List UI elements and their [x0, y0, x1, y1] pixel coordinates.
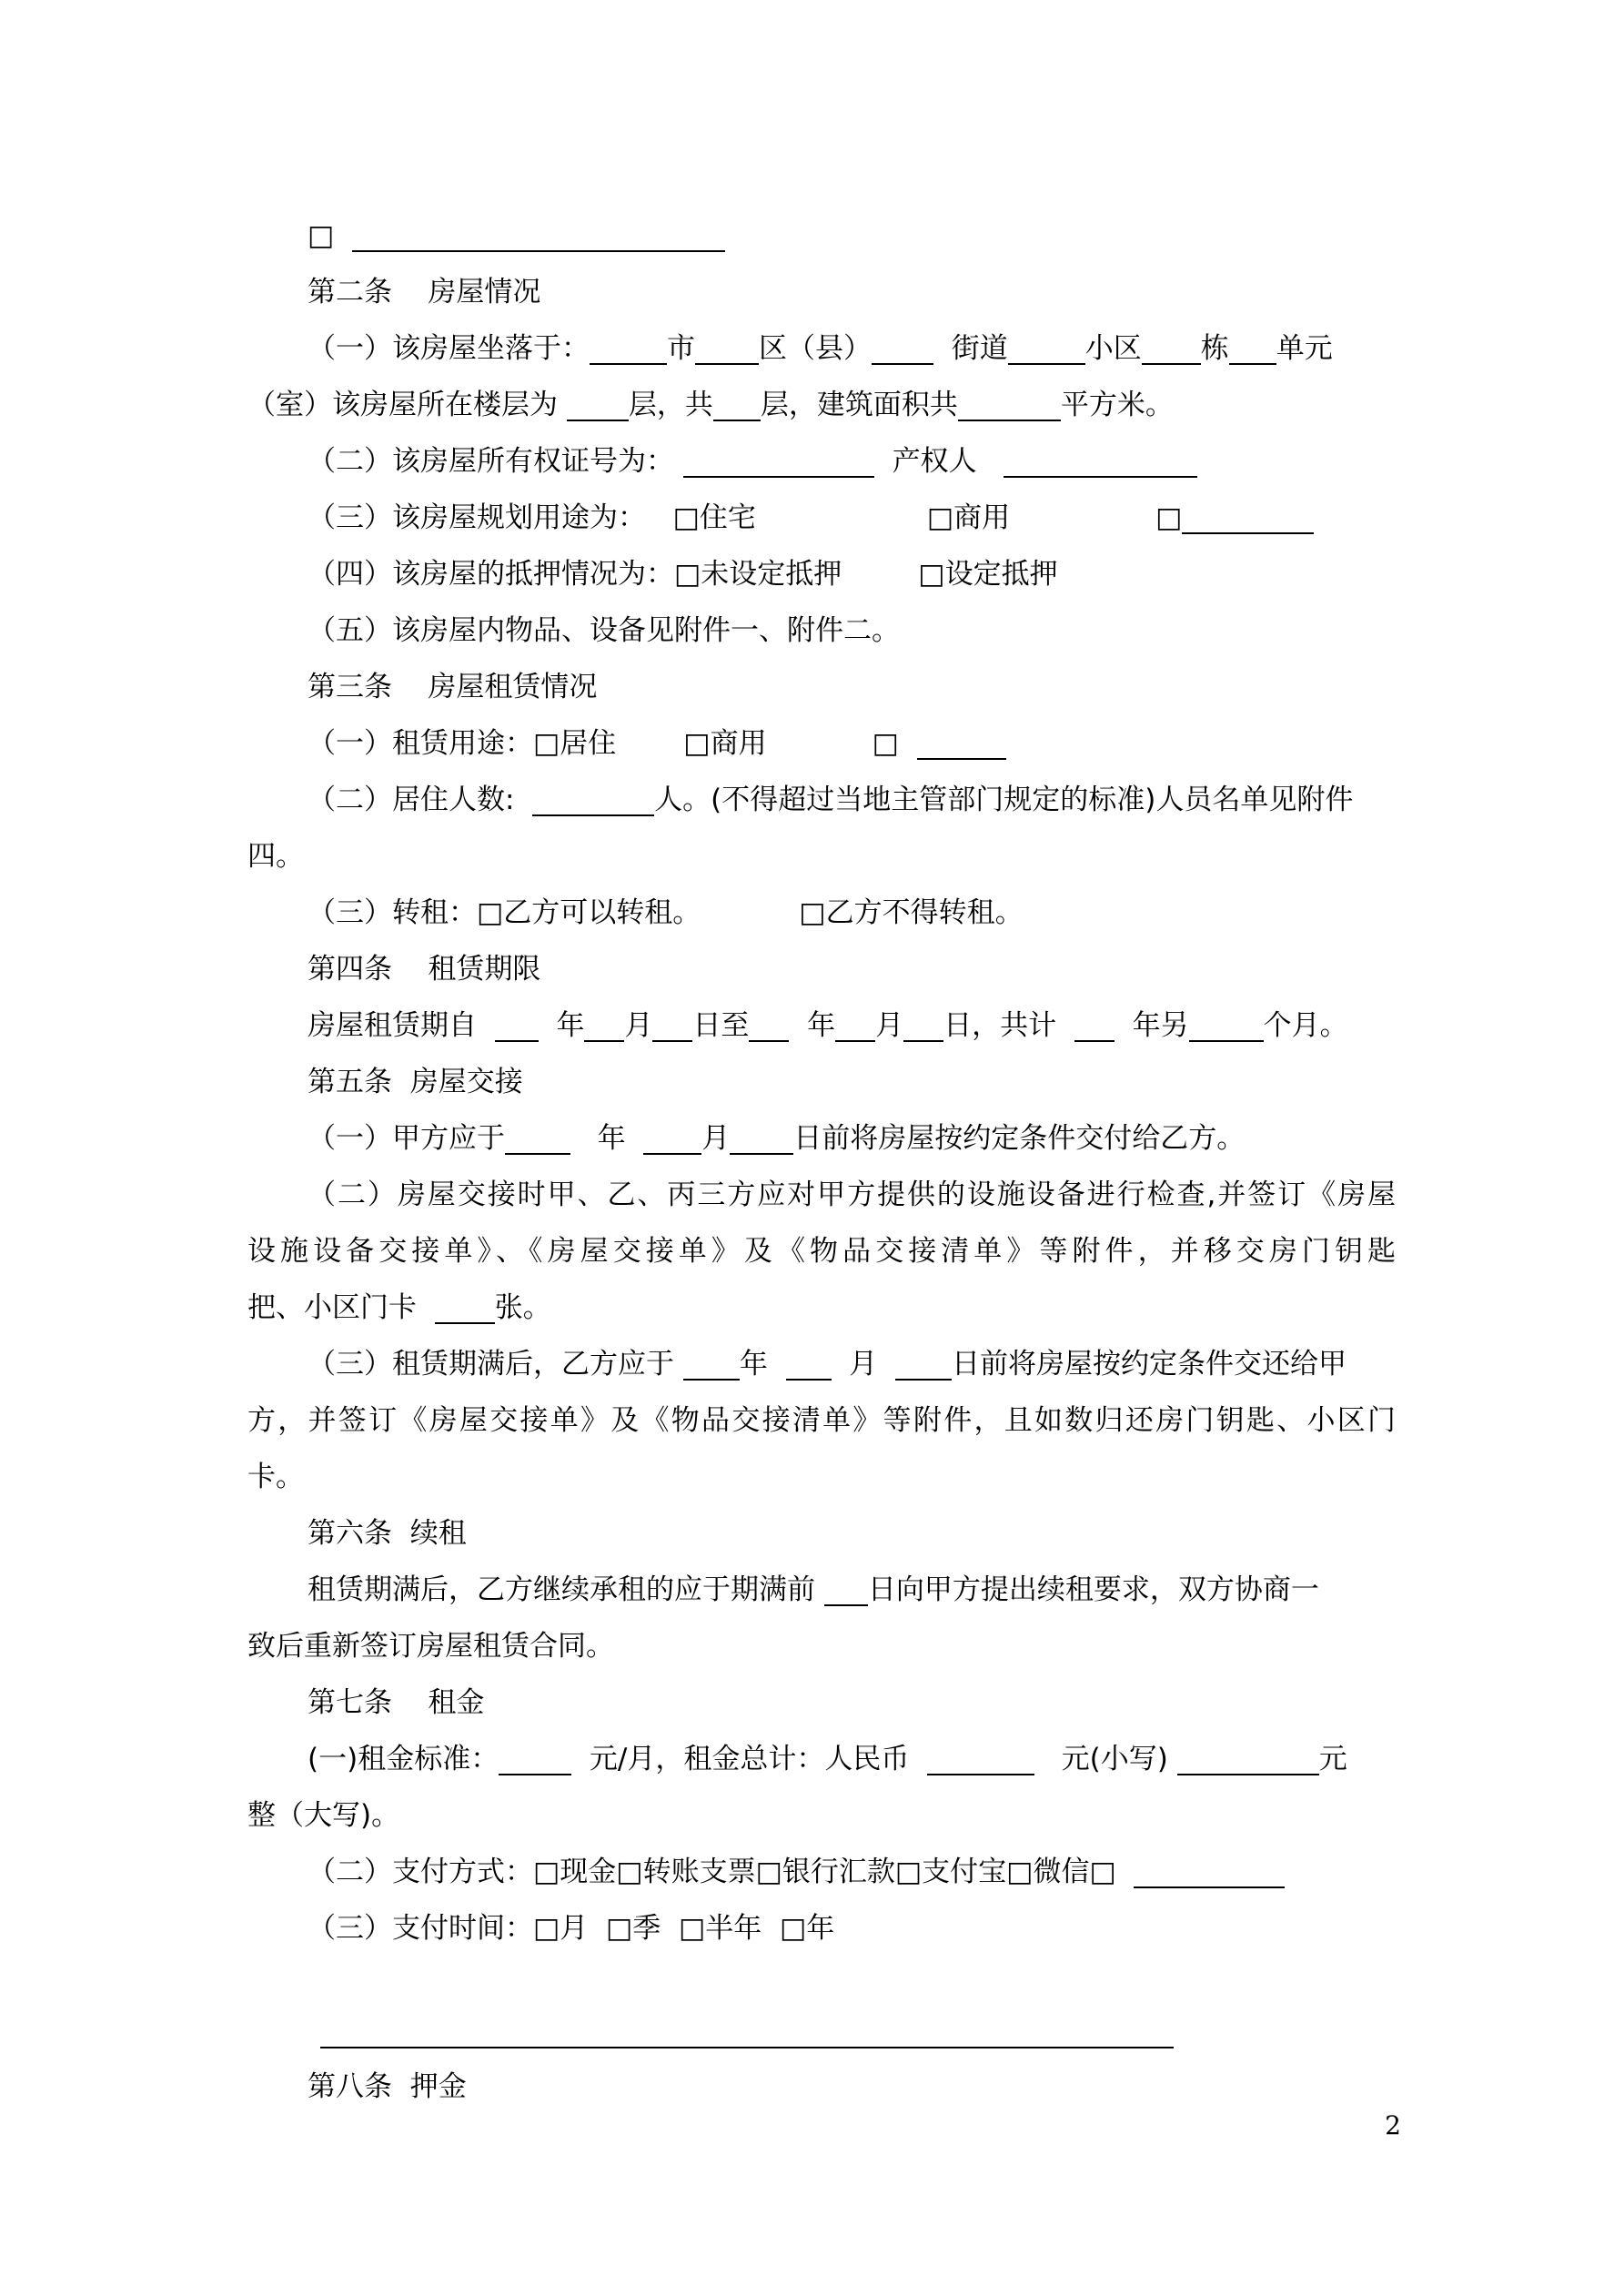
renewal-line-cont: 致后重新签订房屋租赁合同。 — [247, 1630, 614, 1663]
mortgage-status-line: （四）该房屋的抵押情况为：□未设定抵押 □设定抵押 — [308, 558, 1058, 591]
article-8-heading: 第八条 押金 — [308, 2070, 467, 2103]
sublease-line: （三）转租：□乙方可以转租。 □乙方不得转租。 — [308, 896, 1024, 929]
checkbox-residential: □住宅 — [672, 501, 756, 534]
payment-time-line: （三）支付时间：□月 □季 □半年 □年 — [308, 1912, 835, 1945]
occupants-line: （二）居住人数: 人。(不得超过当地主管部门规定的标准)人员名单见附件 — [308, 784, 1354, 816]
return-date-line: （三）租赁期满后，乙方应于 年 月 日前将房屋按约定条件交还给甲 — [308, 1348, 1347, 1381]
article-4-heading: 第四条 租赁期限 — [308, 953, 541, 986]
checkbox-other: □ — [1155, 501, 1183, 534]
article-2-heading: 第二条 房屋情况 — [308, 276, 541, 308]
payment-method-line: （二）支付方式：□现金□转账支票□银行汇款□支付宝□微信□ — [247, 1844, 1396, 1900]
handover-inspection-line-cont: 设施设备交接单》、《房屋交接单》及《物品交接清单》等附件，并移交房门钥匙 — [247, 1235, 1396, 1268]
article-5-heading: 第五条 房屋交接 — [308, 1066, 523, 1098]
lease-purpose-line: （一）租赁用途：□居住 □商用 □ — [247, 715, 1396, 772]
article-3-heading: 第三条 房屋租赁情况 — [308, 671, 598, 703]
planned-use-line: （三）该房屋规划用途为： □住宅 □商用 □ — [247, 490, 1396, 546]
handover-inspection-line: （二）房屋交接时甲、乙、丙三方应对甲方提供的设施设备进行检查,并签订《房屋 — [308, 1178, 1396, 1211]
lease-term-line: 房屋租赁期自 年 月 日至 年 月 日，共计 年另 个月。 — [308, 1009, 1348, 1042]
renewal-line: 租赁期满后，乙方继续承租的应于期满前 日向甲方提出续租要求，双方协商一 — [308, 1573, 1319, 1606]
article-6-heading: 第六条 续租 — [308, 1517, 467, 1550]
blank-rule — [320, 2047, 1174, 2048]
handover-date-line: （一）甲方应于 年 月 日前将房屋按约定条件交付给乙方。 — [308, 1122, 1246, 1155]
key-card-line: 把、小区门卡 张。 — [247, 1291, 551, 1324]
page-number: 2 — [1385, 2110, 1401, 2140]
return-date-line-cont: 方，并签订《房屋交接单》及《物品交接清单》等附件，且如数归还房门钥匙、小区门 — [247, 1404, 1396, 1437]
checkbox-commercial: □商用 — [926, 501, 1011, 534]
return-date-line-end: 卡。 — [247, 1461, 304, 1493]
rent-standard-line-cont: 整（大写)。 — [247, 1799, 400, 1832]
fill-blank — [352, 219, 725, 252]
appliances-line: （五）该房屋内物品、设备见附件一、附件二。 — [308, 614, 900, 647]
occupants-line-cont: 四。 — [247, 840, 304, 873]
floor-area-line: （室）该房屋所在楼层为 层，共 层，建筑面积共 平方米。 — [247, 389, 1174, 421]
ownership-certificate-line: （二）该房屋所有权证号为： 产权人 — [247, 433, 1396, 490]
article-7-heading: 第七条 租金 — [308, 1686, 485, 1719]
house-location-line: （一）该房屋坐落于： 市 区（县） 街道 小区 栋 单元 — [308, 332, 1333, 365]
checkbox-icon: □ — [308, 219, 335, 252]
checkbox-blank-line — [247, 207, 1396, 264]
rent-standard-line: (一)租金标准： 元/月，租金总计：人民币 元(小写) 元 — [308, 1743, 1347, 1775]
